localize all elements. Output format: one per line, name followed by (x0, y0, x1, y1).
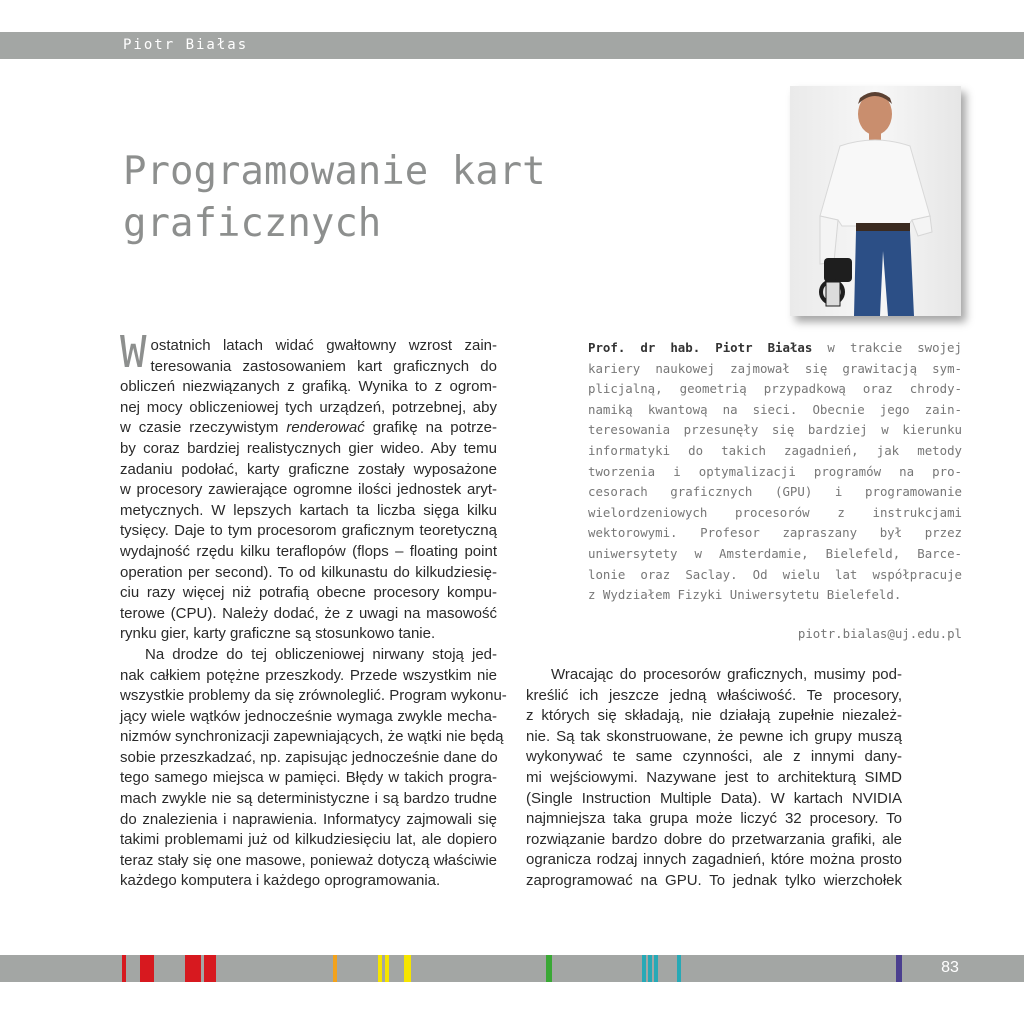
text-line: ostatnich latach widać gwałtowny wzrost zain- (150, 337, 497, 354)
text-line: mi wejściowymi. Nazywane jest to architekturą SIMD (526, 768, 902, 786)
footer-stripe-green (546, 955, 552, 982)
author-bio (588, 338, 962, 606)
text-line: każdego komputera i każdego oprogramowania. (120, 872, 441, 890)
text-line: metycznych. W lepszych kartach ta liczba sięga kilku (120, 501, 497, 519)
footer-stripe-teal (654, 955, 658, 982)
text-line: tysięcy. Daje to tym procesorom graficznym teoretyczną (120, 522, 497, 540)
dropcap: W (120, 327, 147, 378)
text-line: wykonywać te same czynności, ale z innymi dany- (526, 748, 902, 766)
text-line: ogranicza rodzaj innych zagadnień, które można prosto (526, 851, 902, 869)
bio-line: kariery naukowej zajmował się grawitacją sym- (588, 360, 962, 376)
text-line: jący wiele wątków jednocześnie wymaga zwykle mecha- (120, 707, 497, 725)
text-line: by coraz bardziej realistycznych gier wideo. Aby temu (120, 439, 497, 457)
text-line: teraz stały się one masowe, ponieważ dotyczą właściwie (120, 851, 497, 869)
text-line: Wracając do procesorów graficznych, musimy pod- (551, 666, 902, 683)
bio-first-line-rest: w trakcie swojej (812, 340, 962, 355)
page-number: 83 (941, 959, 959, 976)
emphasis: renderować (286, 419, 365, 437)
bio-line: plicjalną, geometrią przypadkową oraz chrody- (588, 381, 962, 397)
bio-line: informatyki do takich zagadnień, jak metody (588, 442, 962, 458)
text-line: ciu razy więcej niż potrafią obecne procesory kompu- (120, 584, 497, 602)
bio-name: Prof. dr hab. Piotr Białas (588, 340, 813, 355)
left-column-text (120, 327, 507, 892)
article-title (123, 146, 546, 250)
header-author: Piotr Białas (123, 37, 249, 53)
text-line: terowe (CPU). Należy dodać, że z uwagi na masowość (120, 604, 497, 622)
text-line: kreślić ich jeszcze jedną właściwość. Te procesory, (526, 686, 902, 704)
bio-line: namiką kwantową na sieci. Obecnie jego zain- (588, 401, 962, 417)
text-line: Na drodze do tej obliczeniowej nirwany stoją jed- (145, 645, 497, 663)
bio-first-line (588, 338, 962, 359)
text-line: nizmów synchronizacji zapewniających, że wątki nie będą (120, 728, 504, 746)
text-line: zadaniu podołać, karty graficzne zostały wyposażone (120, 460, 497, 478)
footer-stripe-red (122, 955, 126, 982)
title-line-1: Programowanie kart (123, 149, 546, 194)
text-line: nej mocy obliczeniowej tych urządzeń, potrzebnej, aby (120, 398, 497, 416)
text-line: takimi problemami już od kilkudziesięciu lat, ale dopiero (120, 831, 497, 849)
footer-stripe-red (185, 955, 201, 982)
bio-line: uniwersytety w Amsterdamie, Bielefeld, Barce- (588, 545, 962, 561)
footer-stripe-teal (677, 955, 681, 982)
text-line: (Single Instruction Multiple Data). W kartach NVIDIA (526, 789, 902, 807)
text-line: obliczeń niezwiązanych z grafiką. Wynika to z ogrom- (120, 378, 497, 396)
text-line: nak całkiem potężne przeszkody. Przede wszystkim nie (120, 666, 497, 684)
text-line: tego samego miejsca w pamięci. Błędy w takich progra- (120, 769, 497, 787)
text-line: mach zwykle nie są deterministyczne i są bardzo trudne (120, 790, 497, 808)
footer-stripe-teal (648, 955, 652, 982)
bio-line: z Wydziałem Fizyki Uniwersytetu Bielefeld. (588, 587, 902, 603)
footer-stripe-yellow (404, 955, 411, 982)
text-line: rynku gier, karty graficzne są stosunkowo tanie. (120, 625, 436, 643)
author-photo (790, 86, 961, 316)
author-email[interactable]: piotr.bialas@uj.edu.pl (797, 626, 962, 641)
bio-line: lonie oraz Saclay. Od wielu lat współpracuje (588, 566, 962, 582)
title-line-2: graficznych (123, 201, 382, 246)
text-line: rozwiązanie bardzo dobre do przetwarzania grafiki, ale (526, 830, 902, 848)
portrait-illustration (790, 86, 961, 316)
footer-stripe-orange (333, 955, 337, 982)
text-line: wydajność rzędu kilku teraflopów (flops – floating point (120, 542, 497, 560)
bio-line: cesorach graficznych (GPU) i programowanie (588, 484, 962, 500)
footer-stripe-yellow (378, 955, 382, 982)
text-line: w czasie rzeczywistym renderować grafikę na potrze- (120, 419, 497, 437)
text-line: sobie przeszkadzać, np. zapisując jednocześnie dane do (120, 748, 498, 766)
bio-line: wektorowymi. Profesor zapraszany był przez (588, 525, 962, 541)
text-line: zaprogramować na GPU. To jednak tylko wierzchołek (526, 871, 902, 889)
footer-stripe-red (204, 955, 216, 982)
text-line: do znalezienia i naprawienia. Informatycy zajmowali się (120, 810, 497, 828)
right-column-text (526, 665, 902, 892)
footer-stripe-teal (642, 955, 646, 982)
text-line: najmniejsza taka grupa może liczyć 32 procesory. To (526, 810, 902, 828)
text-line: operation per second). To od kilkunastu do kilkudziesię- (120, 563, 497, 581)
footer-stripe-yellow (385, 955, 389, 982)
footer-stripe-red (140, 955, 154, 982)
bio-line: teresowania przesunęły się bardziej w kierunku (588, 422, 962, 438)
text-line: w procesory zawierające ogromne ilości jednostek aryt- (120, 481, 497, 499)
bio-line: tworzenia i optymalizacji programów na pro- (588, 463, 962, 479)
footer-stripe-purple (896, 955, 902, 982)
text-line: teresowania zastosowaniem kart graficznych do (150, 357, 497, 375)
text-line: wszystkie problemy da się zrównoleglić. Program wykonu- (120, 687, 507, 705)
text-line: nie. Są tak skonstruowane, że pewne ich grupy muszą (526, 727, 902, 745)
text-line: z których się składają, nie działają zupełnie niezależ- (526, 707, 902, 725)
bio-line: wielordzeniowych procesorów z instrukcjami (588, 504, 962, 520)
